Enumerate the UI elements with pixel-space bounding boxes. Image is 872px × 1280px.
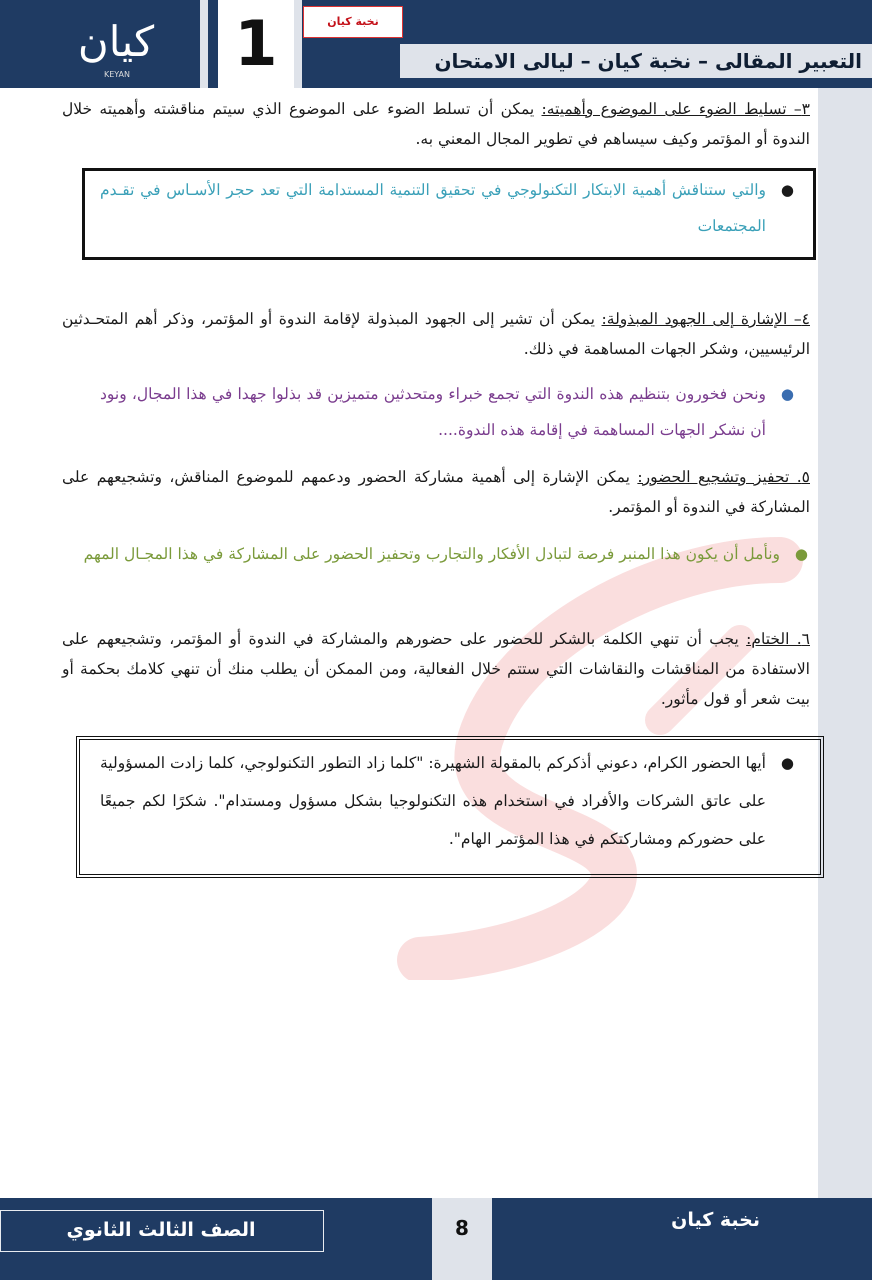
section-3-text: يمكن أن تسلط الضوء على الموضوع الذي سيتم مناقشته وأهميته خلال الندوة أو المؤتمر وكيف سيساهم في تطوير المجال المعني به. — [62, 100, 810, 148]
section-5-bullet — [60, 536, 808, 572]
right-margin-stripe — [818, 88, 872, 1198]
section-4-text: يمكن أن تشير إلى الجهود المبذولة لإقامة الندوة أو المؤتمر، وذكر أهم المتحـدثين الرئيسيين، وشكر الجهات المساهمة في ذلك. — [62, 310, 810, 358]
publisher-logo: نخبة كيان — [303, 6, 403, 38]
keyan-logo-subtitle: KEYAN — [103, 70, 131, 79]
section-5-text: يمكن الإشارة إلى أهمية مشاركة الحضور ودعمهم للموضوع المناقش، وتشجيعهم على المشاركة في الندوة أو المؤتمر. — [62, 468, 810, 516]
section-3-paragraph — [62, 94, 810, 154]
section-6-text: يجب أن تنهي الكلمة بالشكر للحضور على حضورهم والمشاركة في الندوة أو المؤتمر، وتشجيعهم على الاستفادة من المناقشات والنقاشات التي ستتم خلال الفعالية، ومن الممكن أن يطلب منك أن تنهي كلامك بحكمة أو بيت شعر أو قول مأثور. — [62, 630, 810, 708]
section-3-bullet-text: والتي ستناقش أهمية الابتكار التكنولوجي في تحقيق التنمية المستدامة التي تعد حجر الأسـاس في تقـدم المجتمعات — [100, 181, 766, 235]
section-4-bullet-text: ونحن فخورون بتنظيم هذه الندوة التي تجمع خبراء ومتحدثين متميزين قد بذلوا جهدا في هذا المجال، ونود أن نشكر الجهات المساهمة في إقامة هذه الندوة.... — [100, 385, 766, 439]
lesson-number: 1 — [234, 7, 278, 80]
bullet-dot-icon: ● — [794, 545, 808, 563]
header-divider — [200, 0, 208, 88]
section-6-paragraph — [62, 624, 810, 714]
bullet-dot-icon: ● — [780, 385, 794, 403]
page-number: 8 — [455, 1216, 469, 1240]
section-6-bullet-text: أيها الحضور الكرام، دعوني أذكركم بالمقولة الشهيرة: "كلما زاد التطور التكنولوجي، كلما زادت المسؤولية على عاتق الشركات والأفراد في استخدام هذه التكنولوجيا بشكل مسؤول ومستدام". شكرًا لكم جميعًا على حضوركم ومشاركتكم في هذا المؤتمر الهام". — [100, 754, 766, 848]
section-4-bullet — [100, 376, 794, 448]
section-5-label: ٥. تحفيز وتشجيع الحضور: — [637, 468, 810, 486]
footer-grade: الصف الثالث الثانوي — [66, 1219, 256, 1241]
page-title: التعبير المقالى – نخبة كيان – ليالى الامتحان — [434, 49, 862, 73]
section-3-bullet — [100, 172, 794, 244]
section-6-label: ٦. الختام: — [746, 630, 810, 648]
header-divider — [294, 0, 302, 88]
bullet-dot-icon: ● — [780, 754, 794, 772]
bullet-dot-icon: ● — [780, 181, 794, 199]
section-4-label: ٤– الإشارة إلى الجهود المبذولة: — [601, 310, 810, 328]
section-6-bullet — [100, 744, 794, 858]
footer-brand: نخبة كيان — [671, 1209, 760, 1231]
section-5-bullet-text: ونأمل أن يكون هذا المنبر فرصة لتبادل الأفكار والتجارب وتحفيز الحضور على المشاركة في هذا المجـال المهم — [83, 545, 780, 563]
keyan-logo: كيان — [77, 17, 155, 66]
section-5-paragraph — [62, 462, 810, 522]
section-4-paragraph — [62, 304, 810, 364]
section-3-label: ٣– تسليط الضوء على الموضوع وأهميته: — [541, 100, 810, 118]
